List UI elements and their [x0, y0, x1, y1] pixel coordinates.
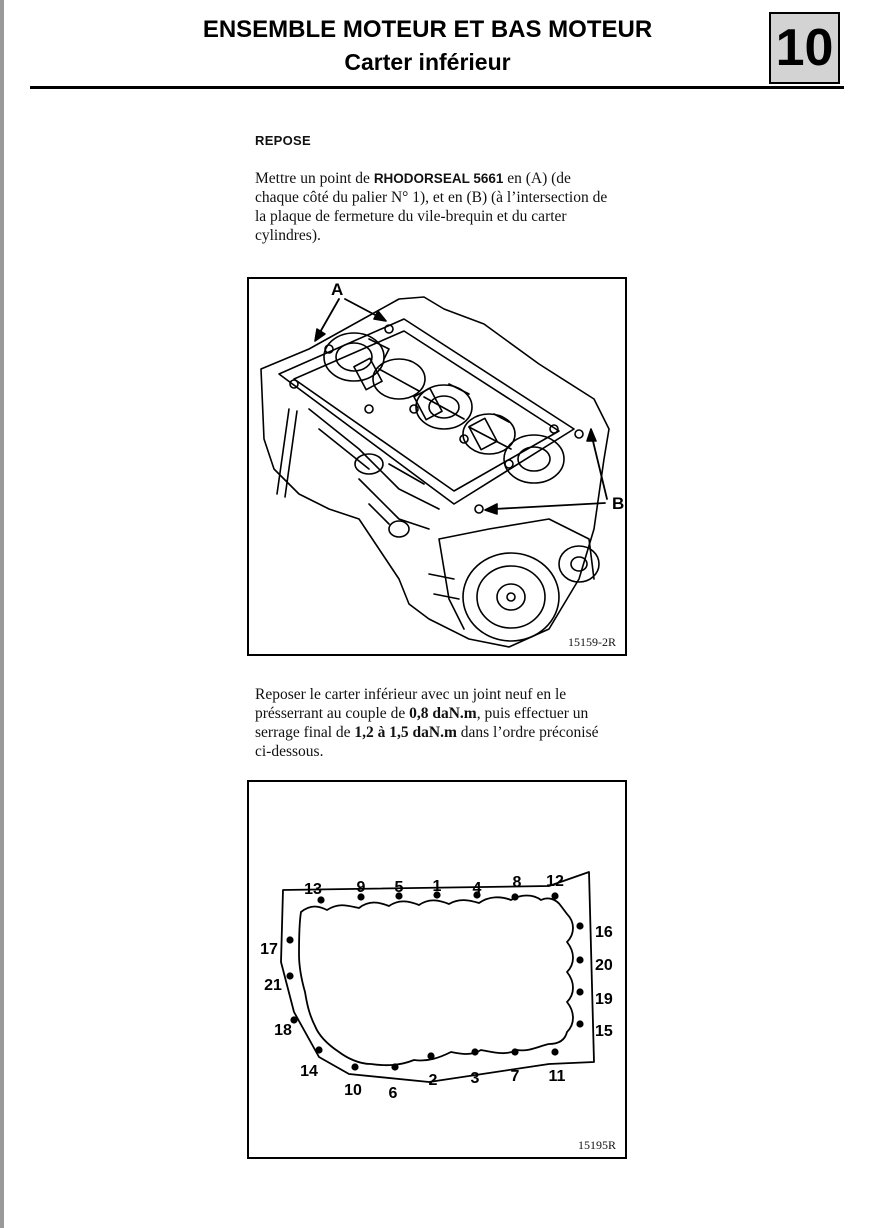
- bolt-number-19: 19: [595, 991, 613, 1008]
- instruction-paragraph-2: [255, 685, 615, 761]
- bolt-hole-21: [286, 972, 293, 979]
- bolt-number-11: 11: [548, 1068, 566, 1085]
- bolt-number-15: 15: [595, 1023, 613, 1040]
- bolt-number-12: 12: [546, 873, 564, 890]
- engine-block-figure: [247, 277, 627, 656]
- instruction-2-text-b: , puis effectuer un serrage final de: [255, 705, 589, 741]
- bolt-number-16: 16: [595, 924, 613, 941]
- bolt-hole-11: [551, 1048, 558, 1055]
- bolt-number-2: 2: [428, 1072, 438, 1089]
- bolt-hole-15: [576, 1020, 583, 1027]
- callout-a-label: A: [331, 280, 344, 299]
- bolt-hole-3: [471, 1048, 478, 1055]
- oil-pan-tightening-figure: [247, 780, 627, 1159]
- final-torque: 1,2 à 1,5 daN.m: [354, 724, 457, 741]
- instruction-1-text-b: en (A) (de chaque côté du palier N° 1), et en (B) (à l’intersection de la plaque de fermeture du vile-brequin et du carter cylindres).: [255, 170, 608, 244]
- bolt-number-10: 10: [344, 1082, 362, 1099]
- bolt-number-13: 13: [304, 881, 322, 898]
- bolt-hole-10: [351, 1063, 358, 1070]
- page-title: ENSEMBLE MOTEUR ET BAS MOTEUR: [202, 16, 653, 43]
- bolt-number-9: 9: [356, 879, 366, 896]
- section-heading: REPOSE: [255, 133, 311, 148]
- bolt-number-17: 17: [260, 941, 278, 958]
- page-left-edge: [0, 0, 4, 1228]
- instruction-2-text-c: dans l’ordre préconisé ci-dessous.: [255, 724, 599, 760]
- instruction-paragraph-1: [255, 169, 615, 245]
- bolt-hole-16: [576, 922, 583, 929]
- bolt-number-20: 20: [595, 957, 613, 974]
- bolt-number-21: 21: [264, 977, 282, 994]
- bolt-number-7: 7: [510, 1068, 520, 1085]
- chapter-number-badge: 10: [769, 12, 840, 84]
- gasket-tightening-diagram: [249, 782, 625, 1157]
- bolt-hole-14: [315, 1046, 322, 1053]
- pretightening-torque: 0,8 daN.m: [409, 705, 477, 722]
- bolt-hole-7: [511, 1048, 518, 1055]
- bolt-hole-19: [576, 988, 583, 995]
- bolt-hole-12: [551, 892, 558, 899]
- figure-1-reference: 15159-2R: [568, 635, 616, 649]
- header-divider: [30, 86, 844, 89]
- instruction-2-text-a: Reposer le carter inférieur avec un joint neuf en le présserrant au couple de: [255, 686, 567, 722]
- bolt-hole-8: [511, 893, 518, 900]
- bolt-number-6: 6: [388, 1085, 398, 1102]
- bolt-number-3: 3: [470, 1070, 480, 1087]
- engine-block-illustration: [249, 279, 625, 654]
- bolt-hole-2: [427, 1052, 434, 1059]
- page-subtitle: Carter inférieur: [344, 49, 511, 75]
- bolt-number-4: 4: [472, 880, 482, 897]
- instruction-1-text-a: Mettre un point de: [255, 170, 374, 187]
- bolt-number-1: 1: [432, 878, 442, 895]
- bolt-hole-17: [286, 936, 293, 943]
- sealant-product-name: RHODORSEAL 5661: [373, 171, 504, 186]
- callout-b-label: B: [612, 494, 625, 513]
- bolt-number-5: 5: [394, 879, 404, 896]
- figure-2-reference: 15195R: [577, 1138, 616, 1152]
- bolt-number-14: 14: [300, 1063, 318, 1080]
- bolt-number-18: 18: [274, 1022, 292, 1039]
- bolt-hole-20: [576, 956, 583, 963]
- bolt-number-8: 8: [512, 874, 522, 891]
- bolt-hole-6: [391, 1063, 398, 1070]
